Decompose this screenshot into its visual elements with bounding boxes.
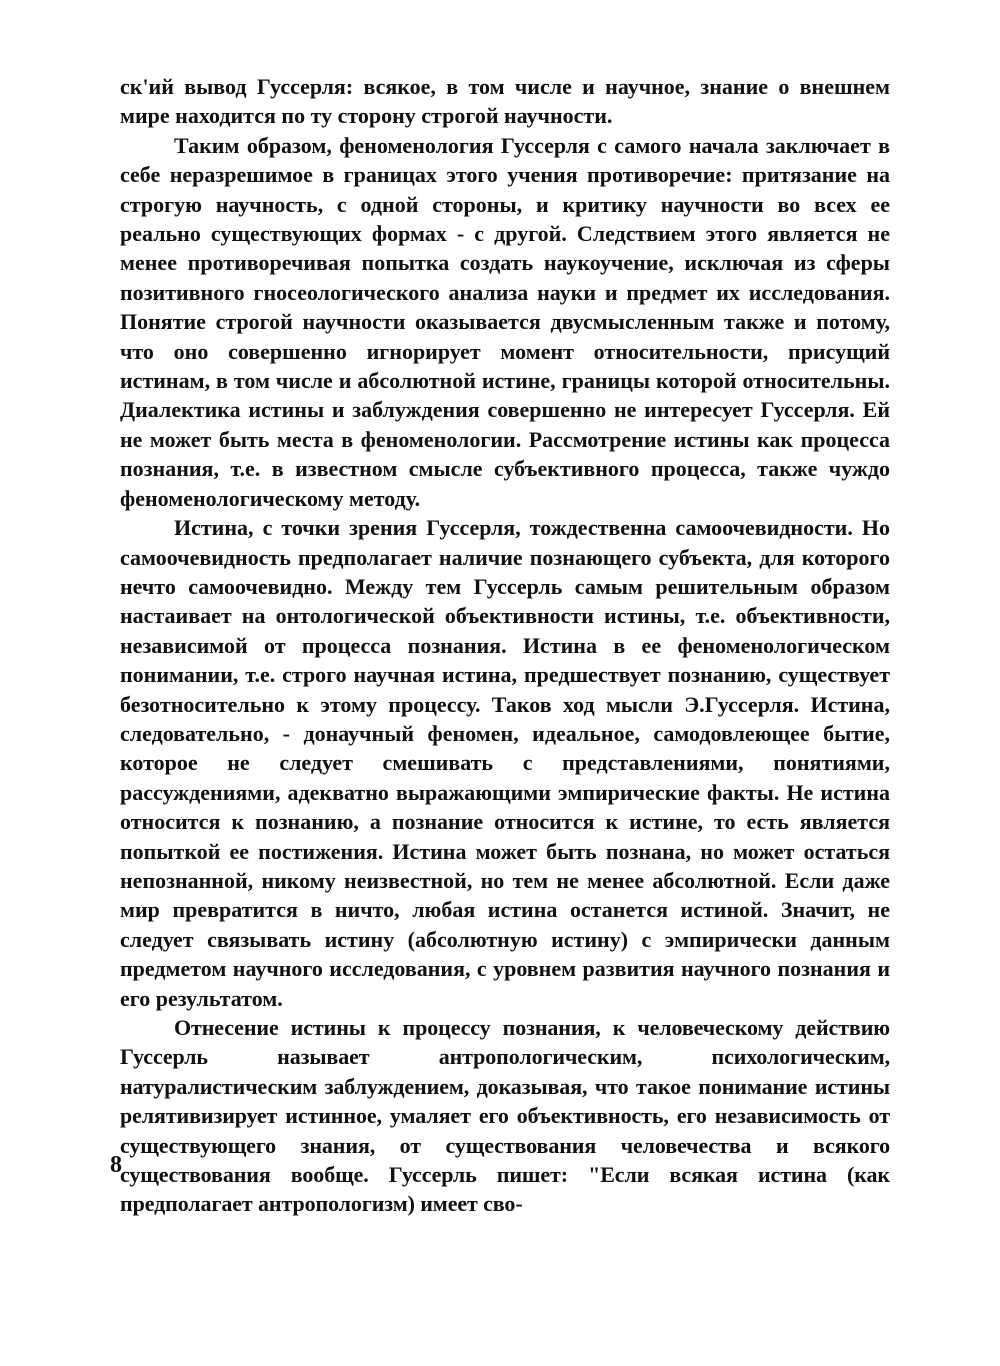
page-number: 8 — [110, 1152, 122, 1178]
paragraph-3: Истина, с точки зрения Гуссерля, тождественна самоочевидности. Но самоочевидность предполагает наличие познающего субъекта, для которого нечто самоочевидно. Между тем Гуссерль самым решительным образом настаивает на онтологической объективности истины, т.е. объективности, независимой от процесса познания. Истина в ее феноменологическом понимании, т.е. строго научная истина, предшествует познанию, существует безотносительно к этому процессу. Таков ход мысли Э.Гуссерля. Истина, следовательно, - донаучный феномен, идеальное, самодовлеющее бытие, которое не следует смешивать с представлениями, понятиями, рассуждениями, адекватно выражающими эмпирические факты. Не истина относится к познанию, а познание относится к истине, то есть является попыткой ее постижения. Истина может быть познана, но может остаться непознанной, никому неизвестной, но тем не менее абсолютной. Если даже мир превратится в ничто, любая истина останется истиной. Значит, не следует связывать истину (абсолютную истину) с эмпирически данным предметом научного исследования, с уровнем развития научного познания и его результатом. — [120, 515, 890, 1011]
paragraph-1: ск'ий вывод Гуссерля: всякое, в том числе и научное, знание о внешнем мире находится по ту сторону строгой научности. — [120, 74, 890, 129]
paragraph-2: Таким образом, феноменология Гуссерля с самого начала заключает в себе неразрешимое в границах этого учения противоречие: притязание на строгую научность, с одной стороны, и критику научности во всех ее реально существующих формах - с другой. Следствием этого является не менее противоречивая попытка создать наукоучение, исключая из сферы позитивного гносеологического анализа науки и предмет их исследования. Понятие строгой научности оказывается двусмысленным также и потому, что оно совершенно игнорирует момент относительности, присущий истинам, в том числе и абсолютной истине, границы которой относительны. Диалектика истины и заблуждения совершенно не интересует Гуссерля. Ей не может быть места в феноменологии. Рассмотрение истины как процесса познания, т.е. в известном смысле субъективного процесса, также чуждо феноменологическому методу. — [120, 132, 890, 511]
body-text — [120, 72, 890, 1219]
paragraph-4: Отнесение истины к процессу познания, к человеческому действию Гуссерль называет антропологическим, психологическим, натуралистическим заблуждением, доказывая, что такое понимание истины релятивизирует истинное, умаляет его объективность, его независимость от существующего знания, от существования человечества и всякого существования вообще. Гуссерль пишет: "Если всякая истина (как предполагает антропологизм) имеет сво- — [120, 1015, 890, 1217]
